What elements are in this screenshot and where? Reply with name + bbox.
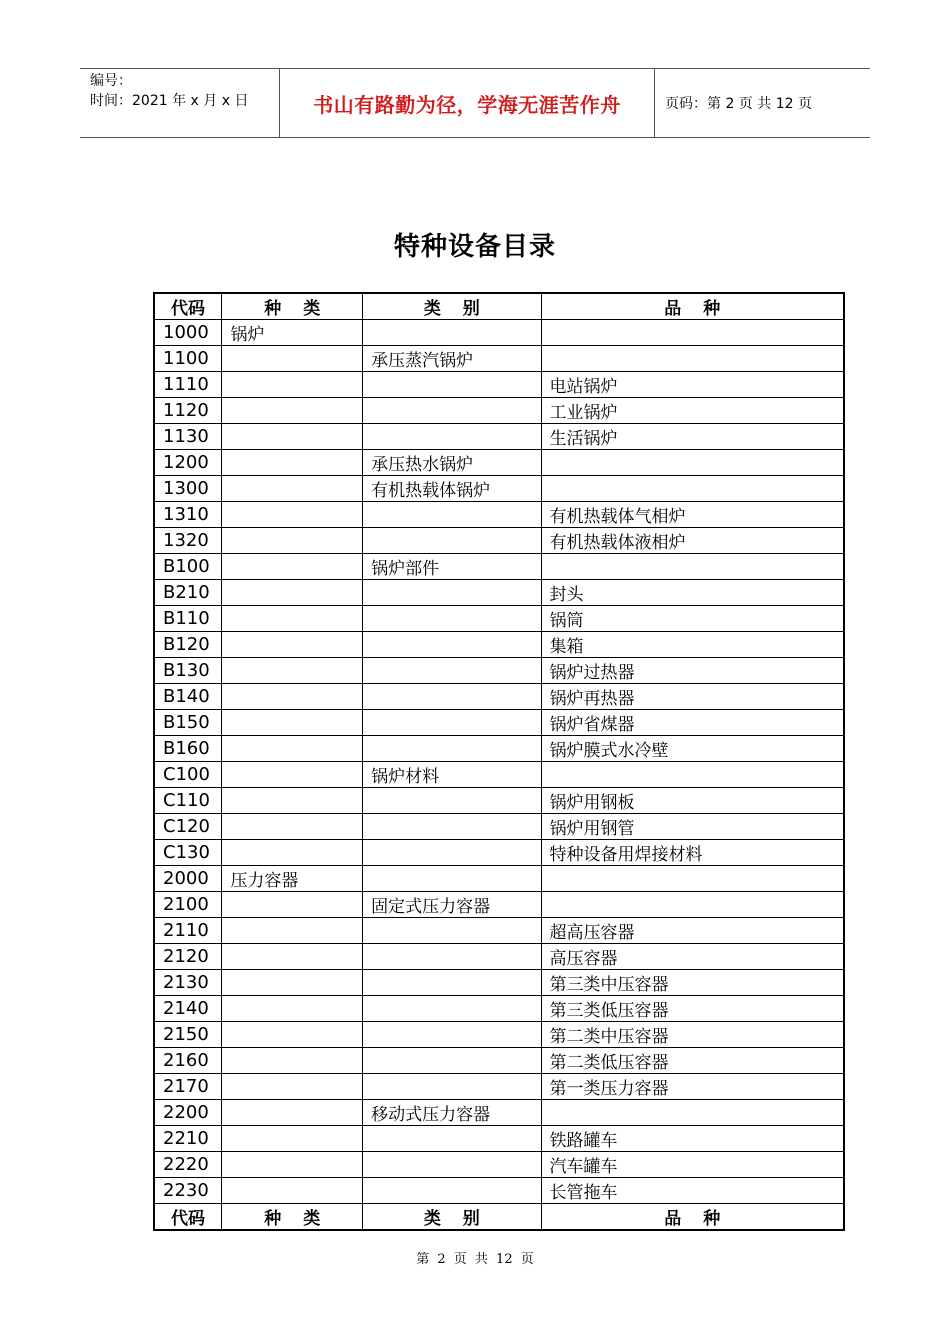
category-cell: 承压热水锅炉 <box>363 450 541 476</box>
kind-cell <box>222 1126 363 1152</box>
table-row <box>154 632 844 658</box>
variety-cell: 生活锅炉 <box>541 424 844 450</box>
table-body <box>154 320 844 1204</box>
column-footer-category: 类别 <box>363 1204 541 1231</box>
category-cell: 移动式压力容器 <box>363 1100 541 1126</box>
variety-cell: 锅炉用钢管 <box>541 814 844 840</box>
code-cell: C120 <box>154 814 222 840</box>
kind-cell <box>222 1178 363 1204</box>
category-cell <box>363 320 541 346</box>
code-cell: B120 <box>154 632 222 658</box>
category-cell <box>363 710 541 736</box>
kind-cell <box>222 580 363 606</box>
category-cell <box>363 398 541 424</box>
kind-cell <box>222 632 363 658</box>
table-row <box>154 580 844 606</box>
table-row <box>154 710 844 736</box>
kind-cell <box>222 840 363 866</box>
kind-cell <box>222 476 363 502</box>
code-cell: 1100 <box>154 346 222 372</box>
table-row <box>154 1100 844 1126</box>
table-row <box>154 606 844 632</box>
kind-cell <box>222 684 363 710</box>
kind-cell <box>222 346 363 372</box>
category-cell <box>363 1022 541 1048</box>
table-row <box>154 892 844 918</box>
code-cell: B160 <box>154 736 222 762</box>
column-footer-variety: 品种 <box>541 1204 844 1231</box>
table-row <box>154 996 844 1022</box>
table-row <box>154 814 844 840</box>
table-row <box>154 736 844 762</box>
kind-cell <box>222 1100 363 1126</box>
kind-cell <box>222 606 363 632</box>
category-cell <box>363 1074 541 1100</box>
code-cell: 2120 <box>154 944 222 970</box>
table-footer-header-row <box>154 1204 844 1231</box>
kind-cell <box>222 762 363 788</box>
category-cell <box>363 840 541 866</box>
table-row <box>154 372 844 398</box>
variety-cell: 有机热载体液相炉 <box>541 528 844 554</box>
kind-cell <box>222 814 363 840</box>
variety-cell: 锅炉膜式水冷壁 <box>541 736 844 762</box>
category-cell <box>363 918 541 944</box>
code-cell: 2150 <box>154 1022 222 1048</box>
column-header-code: 代码 <box>154 293 222 320</box>
code-cell: 2200 <box>154 1100 222 1126</box>
variety-cell: 第一类压力容器 <box>541 1074 844 1100</box>
kind-cell <box>222 1048 363 1074</box>
page-title: 特种设备目录 <box>393 232 556 262</box>
code-cell: 2210 <box>154 1126 222 1152</box>
kind-cell <box>222 710 363 736</box>
category-cell <box>363 528 541 554</box>
table-row <box>154 1074 844 1100</box>
code-cell: 1110 <box>154 372 222 398</box>
category-cell <box>363 606 541 632</box>
variety-cell <box>541 892 844 918</box>
kind-cell <box>222 996 363 1022</box>
category-cell <box>363 1048 541 1074</box>
variety-cell <box>541 554 844 580</box>
kind-cell: 压力容器 <box>222 866 363 892</box>
variety-cell: 有机热载体气相炉 <box>541 502 844 528</box>
kind-cell <box>222 892 363 918</box>
kind-cell <box>222 944 363 970</box>
table-row <box>154 398 844 424</box>
variety-cell <box>541 1100 844 1126</box>
code-cell: 1300 <box>154 476 222 502</box>
table-row <box>154 320 844 346</box>
variety-cell <box>541 476 844 502</box>
variety-cell: 第二类中压容器 <box>541 1022 844 1048</box>
code-cell: 2140 <box>154 996 222 1022</box>
kind-cell <box>222 918 363 944</box>
code-cell: 2000 <box>154 866 222 892</box>
variety-cell: 特种设备用焊接材料 <box>541 840 844 866</box>
table-row <box>154 554 844 580</box>
variety-cell: 第三类中压容器 <box>541 970 844 996</box>
code-cell: 2160 <box>154 1048 222 1074</box>
variety-cell: 集箱 <box>541 632 844 658</box>
variety-cell: 长管拖车 <box>541 1178 844 1204</box>
table-row <box>154 1152 844 1178</box>
category-cell <box>363 372 541 398</box>
variety-cell: 第三类低压容器 <box>541 996 844 1022</box>
table-row <box>154 476 844 502</box>
category-cell <box>363 1178 541 1204</box>
table-row <box>154 346 844 372</box>
variety-cell: 锅筒 <box>541 606 844 632</box>
category-cell: 固定式压力容器 <box>363 892 541 918</box>
equipment-catalog-table <box>153 292 845 1231</box>
code-cell: 2110 <box>154 918 222 944</box>
code-cell: C110 <box>154 788 222 814</box>
category-cell <box>363 684 541 710</box>
code-cell: B210 <box>154 580 222 606</box>
code-cell: 2100 <box>154 892 222 918</box>
category-cell <box>363 1152 541 1178</box>
page-header <box>80 68 870 138</box>
category-cell <box>363 996 541 1022</box>
variety-cell: 封头 <box>541 580 844 606</box>
kind-cell <box>222 424 363 450</box>
variety-cell: 汽车罐车 <box>541 1152 844 1178</box>
code-cell: 2230 <box>154 1178 222 1204</box>
variety-cell <box>541 762 844 788</box>
variety-cell: 高压容器 <box>541 944 844 970</box>
kind-cell <box>222 970 363 996</box>
kind-cell <box>222 788 363 814</box>
kind-cell <box>222 1152 363 1178</box>
table-row <box>154 528 844 554</box>
header-motto: 书山有路勤为径，学海无涯苦作舟 <box>280 69 655 137</box>
variety-cell <box>541 320 844 346</box>
code-cell: 1000 <box>154 320 222 346</box>
code-cell: 1200 <box>154 450 222 476</box>
header-page-info: 页码：第 2 页 共 12 页 <box>665 96 812 112</box>
kind-cell <box>222 502 363 528</box>
table-row <box>154 840 844 866</box>
kind-cell <box>222 658 363 684</box>
variety-cell <box>541 450 844 476</box>
code-cell: 1310 <box>154 502 222 528</box>
code-cell: B150 <box>154 710 222 736</box>
table-row <box>154 788 844 814</box>
variety-cell: 超高压容器 <box>541 918 844 944</box>
variety-cell <box>541 346 844 372</box>
category-cell <box>363 424 541 450</box>
kind-cell <box>222 372 363 398</box>
code-cell: 2130 <box>154 970 222 996</box>
kind-cell <box>222 528 363 554</box>
kind-cell: 锅炉 <box>222 320 363 346</box>
code-cell: 2170 <box>154 1074 222 1100</box>
document-date: 时间：2021 年 x 月 x 日 <box>90 93 249 109</box>
variety-cell: 铁路罐车 <box>541 1126 844 1152</box>
category-cell <box>363 1126 541 1152</box>
category-cell <box>363 658 541 684</box>
header-meta <box>80 69 280 137</box>
variety-cell: 锅炉省煤器 <box>541 710 844 736</box>
variety-cell: 工业锅炉 <box>541 398 844 424</box>
code-cell: B100 <box>154 554 222 580</box>
category-cell <box>363 502 541 528</box>
table-row <box>154 970 844 996</box>
table-row <box>154 944 844 970</box>
code-cell: 1130 <box>154 424 222 450</box>
code-cell: B140 <box>154 684 222 710</box>
table-row <box>154 866 844 892</box>
code-cell: C100 <box>154 762 222 788</box>
kind-cell <box>222 398 363 424</box>
kind-cell <box>222 736 363 762</box>
variety-cell: 锅炉用钢板 <box>541 788 844 814</box>
column-footer-code: 代码 <box>154 1204 222 1231</box>
table-row <box>154 1178 844 1204</box>
column-footer-kind: 种类 <box>222 1204 363 1231</box>
table-header-row <box>154 293 844 320</box>
code-cell: 2220 <box>154 1152 222 1178</box>
table-row <box>154 502 844 528</box>
code-cell: C130 <box>154 840 222 866</box>
table-row <box>154 684 844 710</box>
code-cell: B130 <box>154 658 222 684</box>
code-cell: B110 <box>154 606 222 632</box>
category-cell <box>363 580 541 606</box>
category-cell <box>363 632 541 658</box>
page-footer: 第 2 页 共 12 页 <box>416 1252 534 1267</box>
category-cell: 锅炉材料 <box>363 762 541 788</box>
table-row <box>154 1022 844 1048</box>
column-header-kind: 种类 <box>222 293 363 320</box>
column-header-category: 类别 <box>363 293 541 320</box>
category-cell <box>363 788 541 814</box>
table-row <box>154 918 844 944</box>
variety-cell: 锅炉过热器 <box>541 658 844 684</box>
table-row <box>154 1048 844 1074</box>
kind-cell <box>222 450 363 476</box>
code-cell: 1320 <box>154 528 222 554</box>
variety-cell: 第二类低压容器 <box>541 1048 844 1074</box>
category-cell <box>363 736 541 762</box>
variety-cell: 电站锅炉 <box>541 372 844 398</box>
category-cell: 有机热载体锅炉 <box>363 476 541 502</box>
code-cell: 1120 <box>154 398 222 424</box>
category-cell: 锅炉部件 <box>363 554 541 580</box>
kind-cell <box>222 1022 363 1048</box>
table-row <box>154 762 844 788</box>
category-cell: 承压蒸汽锅炉 <box>363 346 541 372</box>
category-cell <box>363 814 541 840</box>
table-row <box>154 658 844 684</box>
variety-cell: 锅炉再热器 <box>541 684 844 710</box>
kind-cell <box>222 1074 363 1100</box>
document-number-label: 编号： <box>90 73 132 89</box>
kind-cell <box>222 554 363 580</box>
category-cell <box>363 944 541 970</box>
category-cell <box>363 866 541 892</box>
variety-cell <box>541 866 844 892</box>
table-row <box>154 424 844 450</box>
table-row <box>154 450 844 476</box>
category-cell <box>363 970 541 996</box>
column-header-variety: 品种 <box>541 293 844 320</box>
table-row <box>154 1126 844 1152</box>
